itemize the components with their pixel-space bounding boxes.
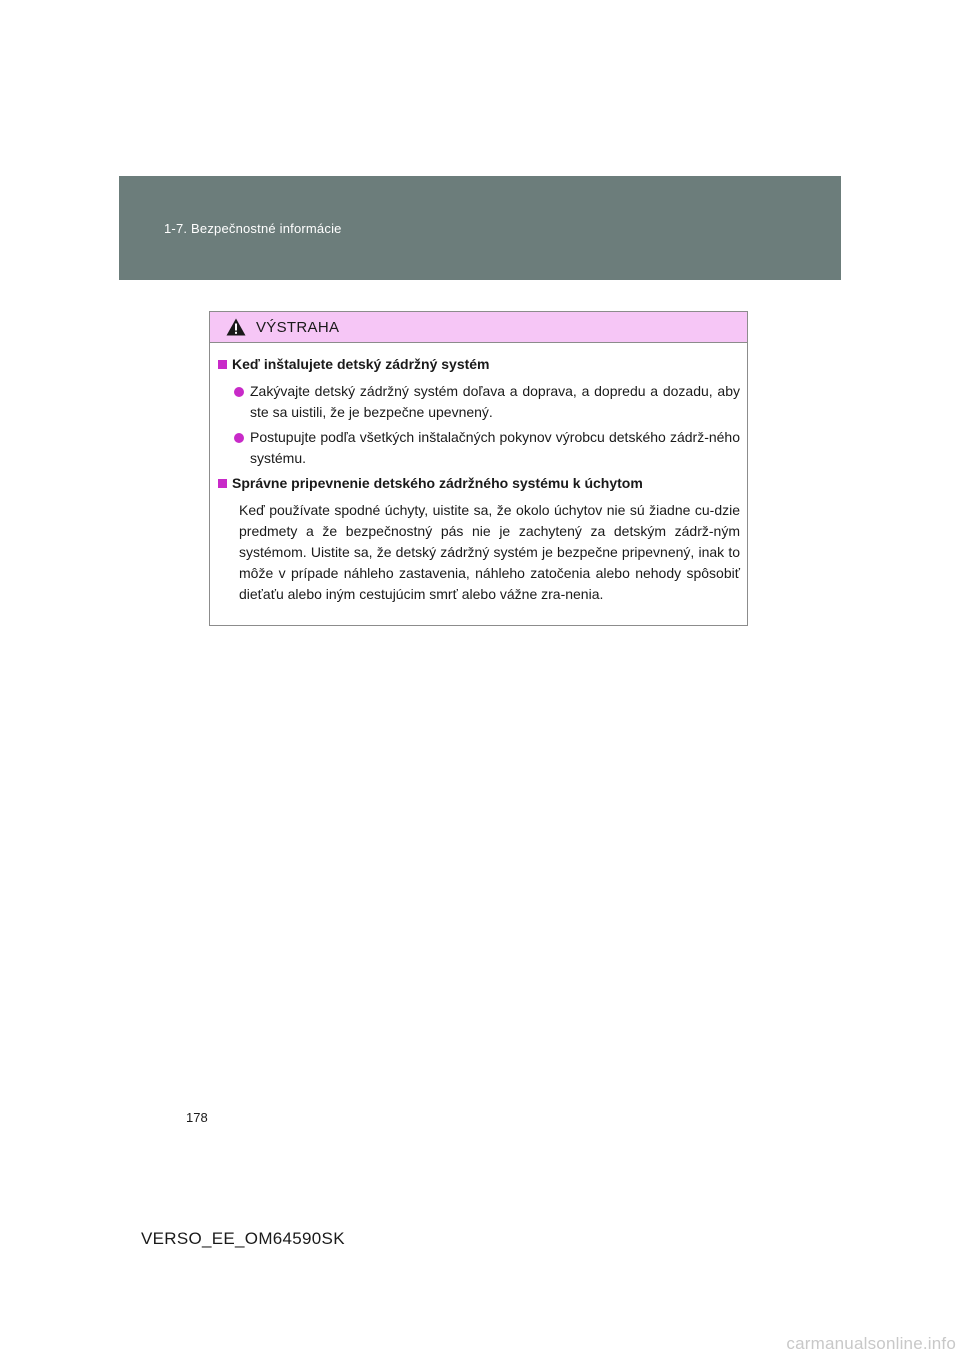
square-bullet-icon: [218, 360, 227, 369]
square-bullet-icon: [218, 479, 227, 488]
warning-title: VÝSTRAHA: [256, 319, 340, 336]
warning-header: [210, 312, 747, 343]
warning-box: [209, 311, 748, 626]
round-bullet-icon: [234, 387, 244, 397]
page-number: 178: [186, 1110, 208, 1125]
list-item: Zakývajte detský zádržný systém doľava a doprava, a dopredu a dozadu, aby ste sa uistili, že je bezpečne upevnený.: [234, 381, 740, 423]
warning-section-heading: Keď inštalujete detský zádržný systém: [218, 354, 740, 375]
warning-triangle-icon: [226, 318, 246, 336]
section-title: 1-7. Bezpečnostné informácie: [164, 221, 342, 236]
watermark: carmanualsonline.info: [786, 1334, 956, 1353]
warning-paragraph: Keď používate spodné úchyty, uistite sa, že okolo úchytov nie sú žiadne cu-dzie predmety a že bezpečnostný pás nie je zachytený za detským zádrž-ným systémom. Uistite sa, že detský zádržný systém je bezpečne pripevnený, inak to môže v prípade náhleho zastavenia, náhleho zatočenia alebo nehody spôsobiť dieťaťu alebo iným cestujúcim smrť alebo vážne zra-nenia.: [239, 502, 740, 602]
document-code: VERSO_EE_OM64590SK: [141, 1229, 345, 1248]
section-header-band: [119, 176, 841, 280]
warning-section-heading: Správne pripevnenie detského zádržného systému k úchytom: [218, 473, 740, 494]
round-bullet-icon: [234, 433, 244, 443]
list-item: Postupujte podľa všetkých inštalačných pokynov výrobcu detského zádrž-ného systému.: [234, 427, 740, 469]
warning-body: [210, 343, 747, 605]
